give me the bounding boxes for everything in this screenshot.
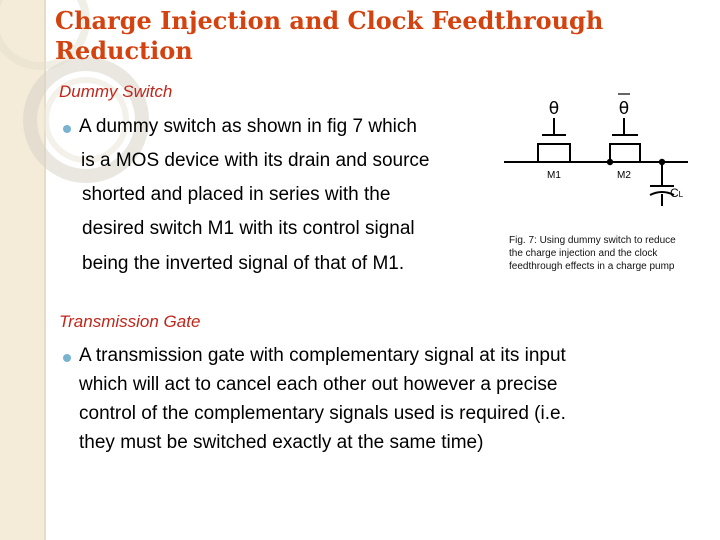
bullet-line: they must be switched exactly at the same time)	[79, 432, 484, 453]
m1-label: M1	[547, 170, 561, 181]
dummy-switch-heading: Dummy Switch	[59, 82, 173, 101]
slide-title	[55, 6, 655, 66]
title-line-2: Reduction	[55, 36, 193, 65]
slide-sidebar	[0, 0, 44, 540]
node-dot	[659, 159, 665, 165]
bullet-line: control of the complementary signals used is required (i.e.	[79, 403, 566, 424]
caption-line: feedthrough effects in a charge pump	[509, 261, 675, 272]
bullet-line: A transmission gate with complementary signal at its input	[79, 345, 566, 366]
transmission-gate-heading: Transmission Gate	[59, 312, 201, 331]
bullet-line: desired switch M1 with its control signal	[82, 218, 415, 239]
sidebar-divider	[44, 0, 46, 540]
node-dot	[607, 159, 613, 165]
caption-line: Fig. 7: Using dummy switch to reduce	[509, 235, 676, 246]
title-line-1: Charge Injection and Clock Feedthrough	[55, 6, 604, 35]
dummy-switch-bullet	[63, 116, 493, 286]
figure-caption	[509, 234, 709, 273]
transmission-gate-bullet	[63, 345, 703, 465]
bullet-line: shorted and placed in series with the	[82, 184, 391, 205]
bullet-line: which will act to cancel each other out however a precise	[79, 374, 558, 395]
bullet-line: is a MOS device with its drain and source	[81, 150, 430, 171]
bullet-line: being the inverted signal of that of M1.	[82, 253, 405, 274]
bullet-line: A dummy switch as shown in fig 7 which	[79, 116, 417, 137]
m2-label: M2	[617, 170, 631, 181]
caption-line: the charge injection and the clock	[509, 248, 658, 259]
capacitor-label: CL	[670, 186, 684, 200]
clock-bar-label: θ	[618, 99, 630, 119]
bullet-icon	[63, 125, 71, 133]
bullet-icon	[63, 354, 71, 362]
clock-label: θ	[548, 99, 560, 119]
dummy-switch-circuit-figure	[498, 88, 698, 233]
